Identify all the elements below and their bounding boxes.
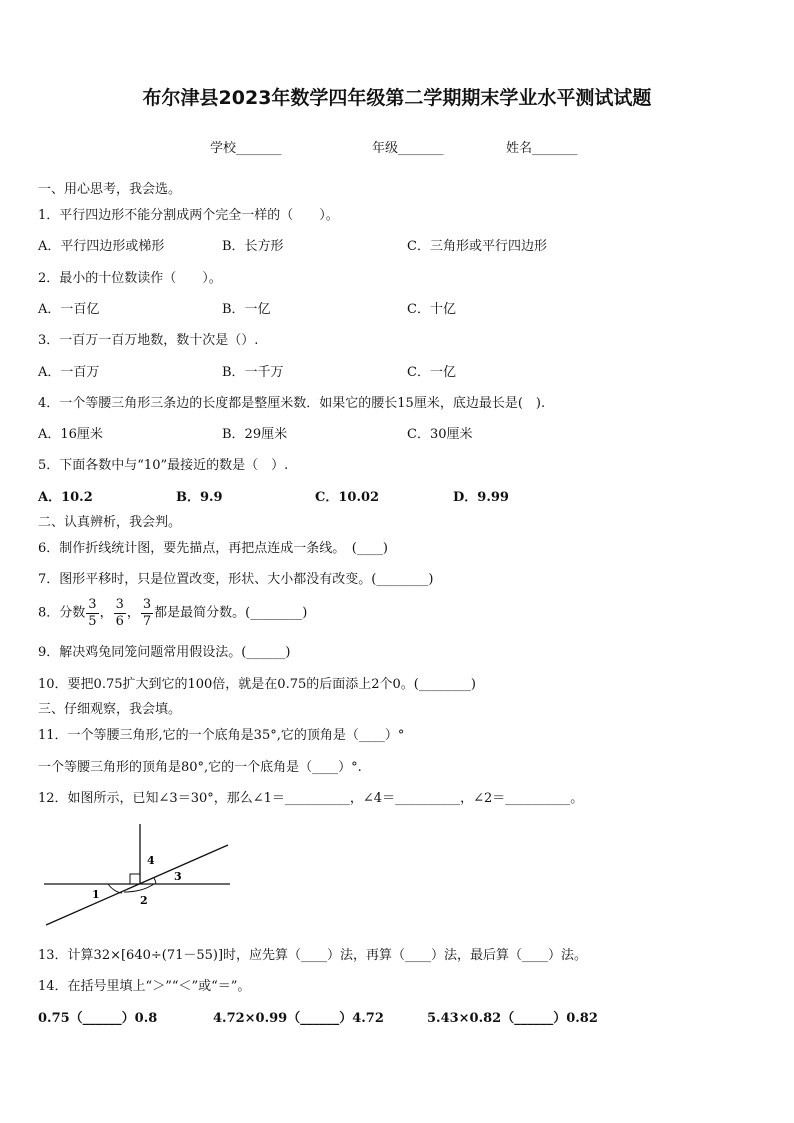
angle-3-arc xyxy=(154,878,156,884)
q3-option-b: B．一千万 xyxy=(222,365,284,380)
q14-item-3: 5.43×0.82（______）0.82 xyxy=(427,1011,598,1026)
q8-suffix: 都是最简分数。(________) xyxy=(154,605,308,621)
fraction-3-7 xyxy=(141,598,153,628)
q3-option-c: C．一亿 xyxy=(407,365,456,380)
fraction-numerator: 3 xyxy=(88,597,97,612)
q1-option-c: C．三角形或平行四边形 xyxy=(407,239,547,254)
question-11a: 11．一个等腰三角形,它的一个底角是35°,它的顶角是（____）° xyxy=(38,728,405,743)
question-7: 7．图形平移时，只是位置改变，形状、大小都没有改变。(________) xyxy=(38,572,434,587)
section-heading-2: 二、认真辨析，我会判。 xyxy=(38,515,182,530)
q14-item-2: 4.72×0.99（______）4.72 xyxy=(213,1011,384,1026)
question-1: 1．平行四边形不能分割成两个完全一样的（ ）。 xyxy=(38,208,339,223)
angle-label-1: 1 xyxy=(92,888,100,901)
q4-option-c: C．30厘米 xyxy=(407,427,473,442)
diagonal-line xyxy=(46,845,228,925)
q2-option-c: C．十亿 xyxy=(407,302,456,317)
q1-option-a: A．平行四边形或梯形 xyxy=(38,239,165,254)
question-14: 14．在括号里填上“＞”“＜”或“＝”。 xyxy=(38,979,251,994)
section-heading-1: 一、用心思考，我会选。 xyxy=(38,182,182,197)
fraction-3-6 xyxy=(114,598,126,628)
q8-separator: ， xyxy=(99,605,113,621)
q4-option-b: B．29厘米 xyxy=(222,427,288,442)
q1-option-b: B．长方形 xyxy=(222,239,284,254)
grade-field: 年级_______ xyxy=(372,141,444,156)
fraction-numerator: 3 xyxy=(142,597,152,612)
question-3: 3．一百万一百万地数，数十次是（）. xyxy=(38,333,259,348)
q5-option-d: D．9.99 xyxy=(453,490,509,505)
q5-option-b: B．9.9 xyxy=(176,490,223,505)
question-8 xyxy=(38,598,307,628)
angle-label-2: 2 xyxy=(140,894,148,907)
q5-option-a: A．10.2 xyxy=(38,490,93,505)
right-angle-mark xyxy=(130,874,140,884)
angle-2-arc xyxy=(124,884,154,892)
question-9: 9．解决鸡兔同笼问题常用假设法。(______) xyxy=(38,645,291,660)
name-field: 姓名_______ xyxy=(506,141,578,156)
angle-label-4: 4 xyxy=(147,854,155,867)
fraction-denominator: 5 xyxy=(88,613,97,629)
question-10: 10．要把0.75扩大到它的100倍，就是在0.75的后面添上2个0。(________) xyxy=(38,677,476,692)
q8-separator: ， xyxy=(126,605,140,621)
q2-option-a: A．一百亿 xyxy=(38,302,100,317)
page-title: 布尔津县2023年数学四年级第二学期期末学业水平测试试题 xyxy=(142,87,652,109)
section-heading-3: 三、仔细观察，我会填。 xyxy=(38,702,182,717)
q5-option-c: C．10.02 xyxy=(315,490,380,505)
fraction-3-5 xyxy=(86,598,98,628)
question-4: 4．一个等腰三角形三条边的长度都是整厘米数．如果它的腰长15厘米，底边最长是( ). xyxy=(38,396,546,411)
q3-option-a: A．一百万 xyxy=(38,365,100,380)
question-6: 6．制作折线统计图，要先描点，再把点连成一条线。 (____) xyxy=(38,541,388,556)
q14-item-1: 0.75（______）0.8 xyxy=(38,1011,158,1026)
question-11b: 一个等腰三角形的顶角是80°,它的一个底角是（____）°. xyxy=(38,760,362,775)
question-2: 2．最小的十位数读作（ ）。 xyxy=(38,271,222,286)
question-12: 12．如图所示，已知∠3＝30°，那么∠1＝__________，∠4＝__________，∠2＝__________。 xyxy=(38,791,584,806)
q4-option-a: A．16厘米 xyxy=(38,427,103,442)
q8-prefix: 8．分数 xyxy=(38,605,86,621)
q2-option-b: B．一亿 xyxy=(222,302,271,317)
school-field: 学校_______ xyxy=(210,141,282,156)
question-13: 13．计算32×[640÷(71－55)]时，应先算（____）法，再算（____）法，最后算（____）法。 xyxy=(38,948,588,963)
fraction-denominator: 6 xyxy=(115,613,124,629)
angle-label-3: 3 xyxy=(174,870,182,883)
fraction-numerator: 3 xyxy=(115,597,124,612)
angle-1-arc xyxy=(108,884,122,893)
angle-figure xyxy=(38,818,238,930)
fraction-denominator: 7 xyxy=(142,613,152,629)
question-5: 5．下面各数中与“10”最接近的数是（ ）. xyxy=(38,458,289,473)
